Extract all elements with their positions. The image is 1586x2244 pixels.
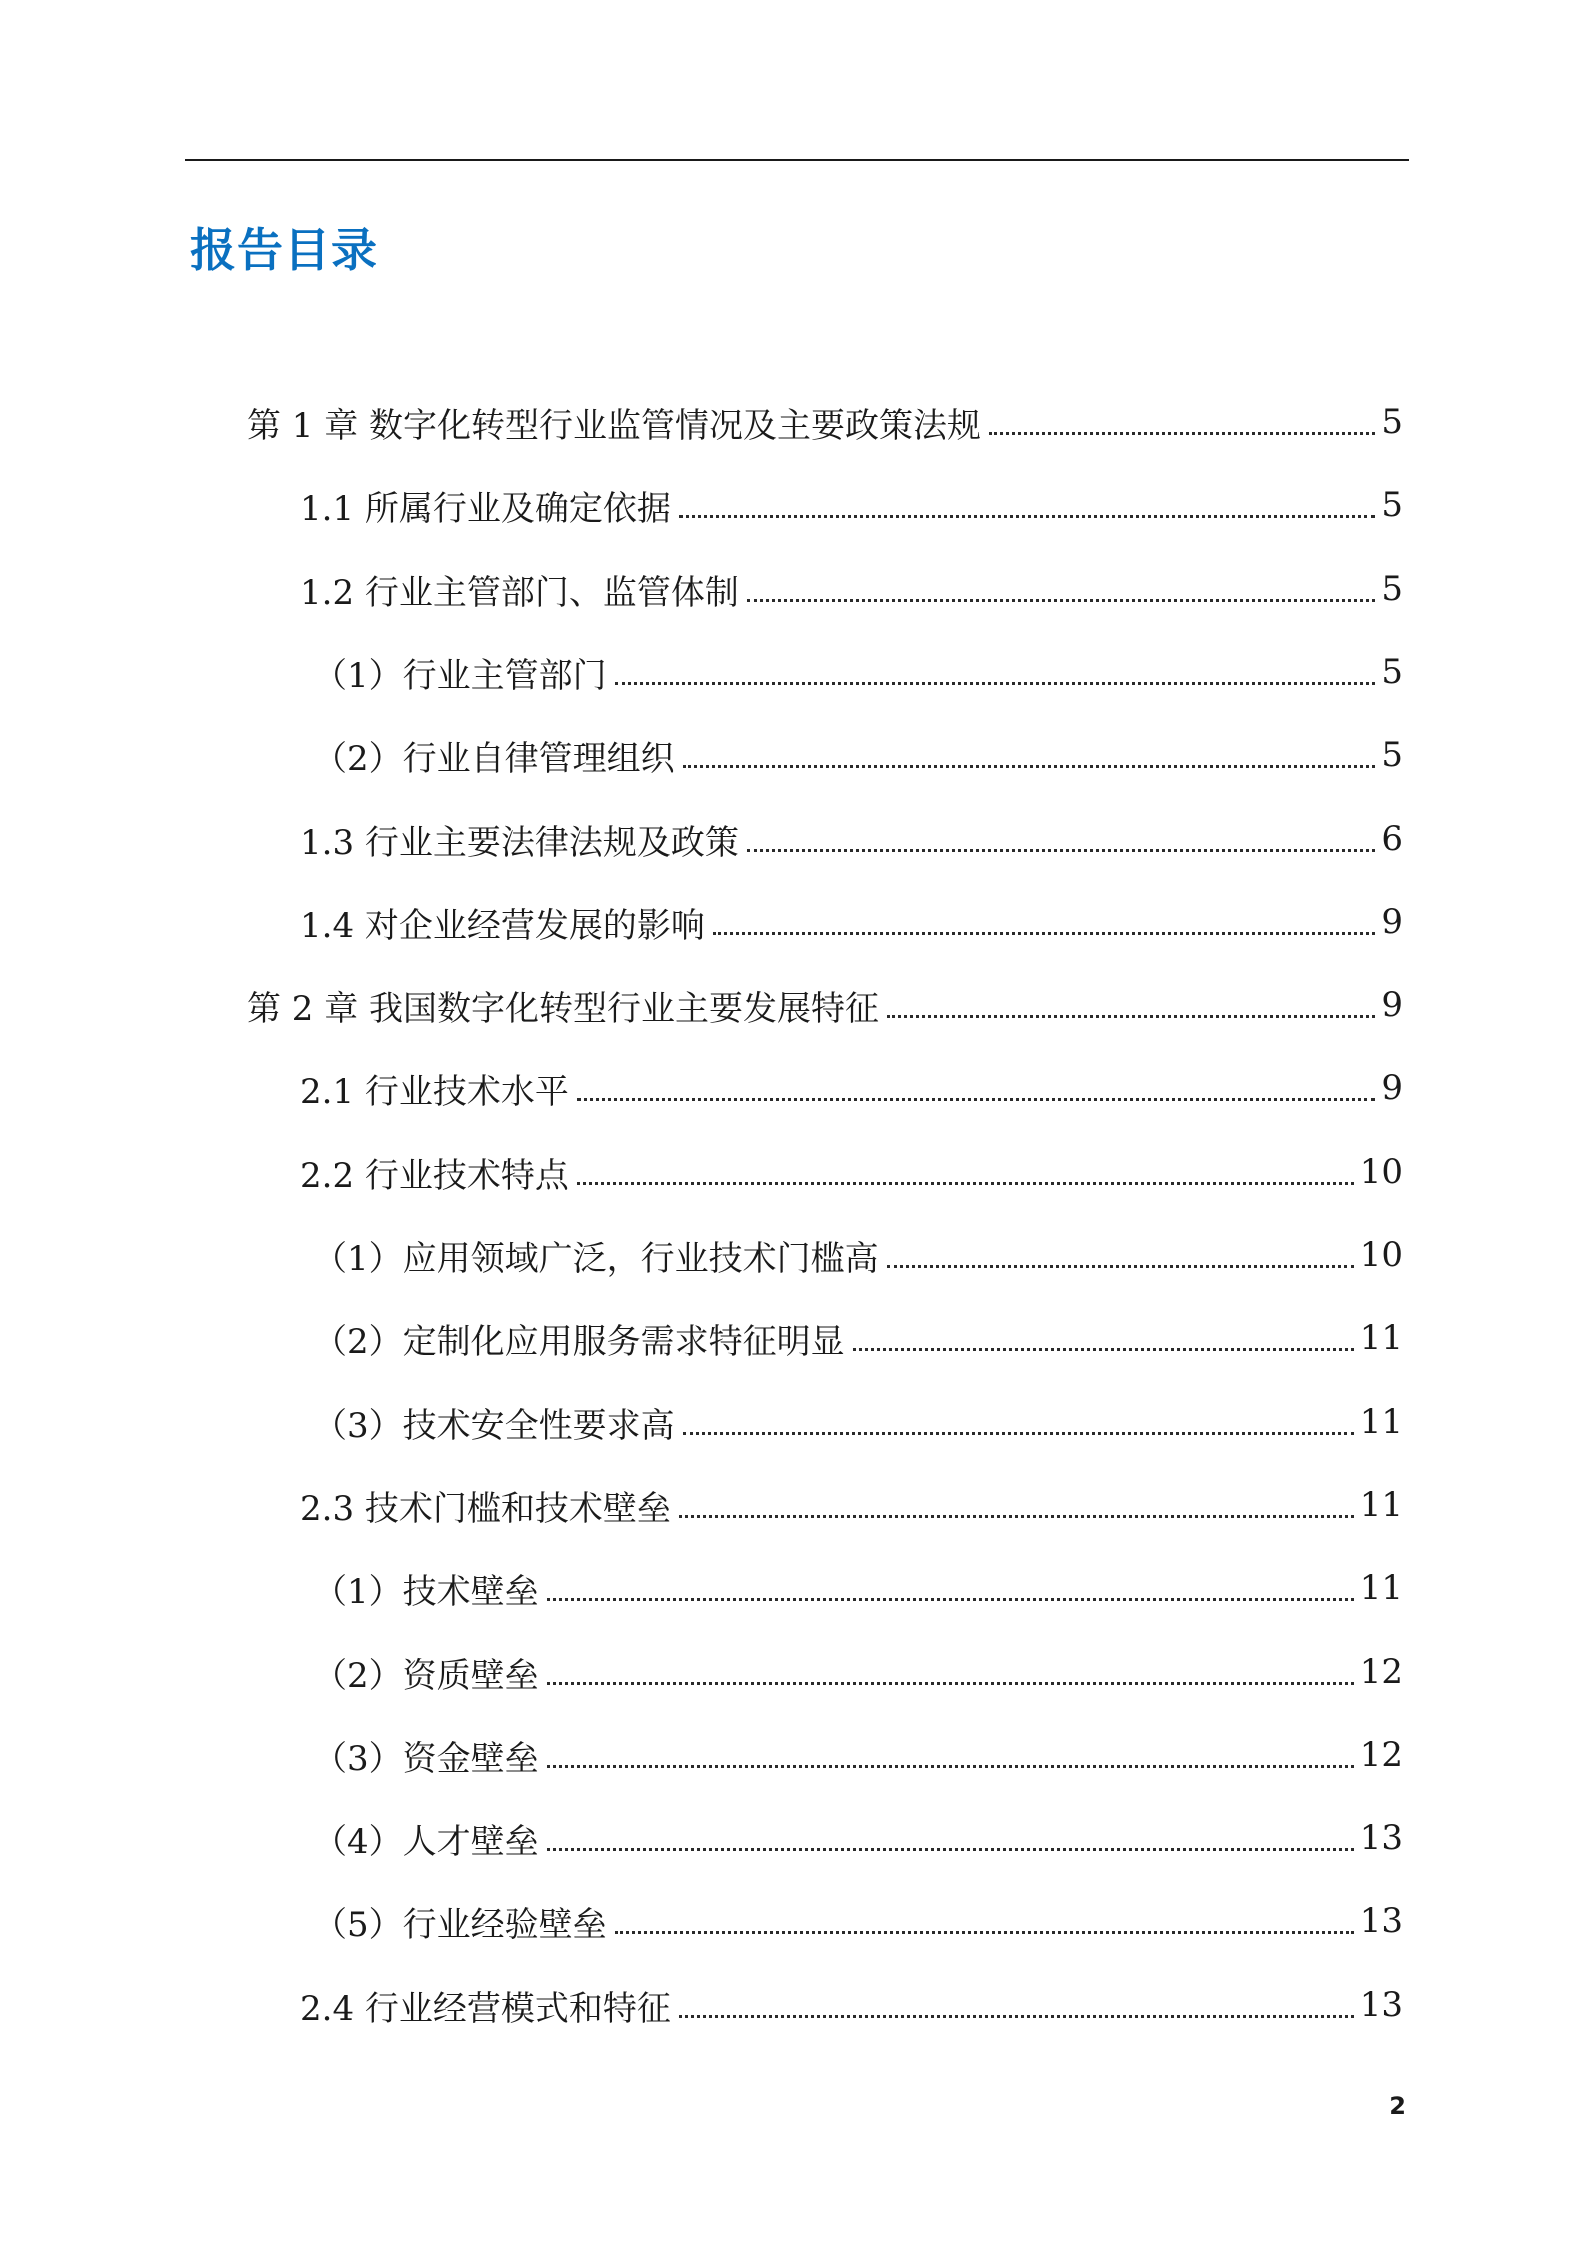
toc-entry[interactable]: [313, 1392, 1403, 1452]
toc-entry-page: 13: [1359, 1818, 1403, 1858]
toc-entry[interactable]: [313, 1225, 1403, 1285]
toc-entry-page: 5: [1381, 735, 1403, 775]
toc-dot-leader: [887, 1015, 1375, 1018]
toc-dot-leader: [683, 1432, 1354, 1435]
toc-entry-page: 10: [1359, 1235, 1403, 1275]
toc-entry-page: 11: [1359, 1568, 1403, 1608]
toc-entry[interactable]: [300, 475, 1403, 535]
toc-entry[interactable]: [300, 1975, 1403, 2035]
toc-entry-label: 1.1 所属行业及确定依据: [300, 488, 671, 529]
toc-entry-page: 11: [1359, 1402, 1403, 1442]
toc-entry-page: 9: [1381, 902, 1403, 942]
toc-entry[interactable]: [300, 559, 1403, 619]
toc-entry-label: （1）应用领域广泛，行业技术门槛高: [313, 1238, 879, 1279]
toc-dot-leader: [577, 1098, 1375, 1101]
toc-entry-page: 5: [1381, 485, 1403, 525]
toc-entry[interactable]: [247, 392, 1403, 452]
toc-entry-label: （1）行业主管部门: [313, 655, 607, 696]
toc-entry[interactable]: [300, 1142, 1403, 1202]
toc-dot-leader: [547, 1765, 1354, 1768]
toc-entry-page: 5: [1381, 569, 1403, 609]
toc-dot-leader: [547, 1848, 1354, 1851]
toc-entry-label: （3）资金壁垒: [313, 1738, 539, 1779]
toc-entry-label: 1.3 行业主要法律法规及政策: [300, 822, 739, 863]
toc-entry[interactable]: [313, 1558, 1403, 1618]
toc-entry-page: 6: [1381, 819, 1403, 859]
toc-entry-page: 10: [1359, 1152, 1403, 1192]
toc-entry[interactable]: [300, 892, 1403, 952]
toc-dot-leader: [615, 682, 1376, 685]
toc-entry-label: （5）行业经验壁垒: [313, 1904, 607, 1945]
toc-entry-label: 第 1 章 数字化转型行业监管情况及主要政策法规: [247, 405, 982, 446]
toc-dot-leader: [547, 1682, 1354, 1685]
toc-dot-leader: [683, 765, 1376, 768]
toc-dot-leader: [887, 1265, 1354, 1268]
toc-entry[interactable]: [313, 1891, 1403, 1951]
toc-entry[interactable]: [247, 975, 1403, 1035]
toc-entry-page: 12: [1359, 1735, 1403, 1775]
toc-dot-leader: [679, 1515, 1354, 1518]
toc-entry-label: （3）技术安全性要求高: [313, 1405, 675, 1446]
toc-dot-leader: [713, 932, 1375, 935]
toc-entry[interactable]: [313, 1642, 1403, 1702]
toc-entry[interactable]: [313, 642, 1403, 702]
toc-entry[interactable]: [313, 1308, 1403, 1368]
toc-entry-label: （4）人才壁垒: [313, 1821, 539, 1862]
toc-entry-label: 2.2 行业技术特点: [300, 1155, 569, 1196]
toc-dot-leader: [615, 1931, 1354, 1934]
toc-entry-page: 13: [1359, 1901, 1403, 1941]
toc-entry-page: 12: [1359, 1652, 1403, 1692]
toc-entry-page: 5: [1381, 652, 1403, 692]
toc-entry-label: （2）资质壁垒: [313, 1655, 539, 1696]
toc-entry-label: （2）定制化应用服务需求特征明显: [313, 1321, 845, 1362]
toc-entry-page: 5: [1381, 402, 1403, 442]
page-title: 报告目录: [190, 223, 378, 277]
toc-entry-page: 9: [1381, 985, 1403, 1025]
toc-entry[interactable]: [300, 1058, 1403, 1118]
toc-dot-leader: [679, 2015, 1354, 2018]
toc-dot-leader: [679, 515, 1375, 518]
toc-entry[interactable]: [300, 1475, 1403, 1535]
toc-entry-page: 9: [1381, 1068, 1403, 1108]
toc-dot-leader: [547, 1598, 1354, 1601]
toc-entry-label: （1）技术壁垒: [313, 1571, 539, 1612]
toc-dot-leader: [989, 432, 1375, 435]
toc-entry-page: 13: [1359, 1985, 1403, 2025]
toc-entry-page: 11: [1359, 1485, 1403, 1525]
toc-entry-label: 2.1 行业技术水平: [300, 1071, 569, 1112]
toc-entry[interactable]: [300, 809, 1403, 869]
toc-dot-leader: [747, 599, 1375, 602]
toc-entry-label: 1.2 行业主管部门、监管体制: [300, 572, 739, 613]
toc-dot-leader: [853, 1348, 1354, 1351]
toc-entry-label: 2.3 技术门槛和技术壁垒: [300, 1488, 671, 1529]
toc-entry[interactable]: [313, 725, 1403, 785]
toc-entry-page: 11: [1359, 1318, 1403, 1358]
toc-entry-label: 2.4 行业经营模式和特征: [300, 1988, 671, 2029]
toc-dot-leader: [747, 849, 1375, 852]
toc-entry[interactable]: [313, 1808, 1403, 1868]
toc-dot-leader: [577, 1182, 1354, 1185]
header-rule: [185, 159, 1409, 161]
page-number: 2: [1389, 2092, 1406, 2120]
toc-entry[interactable]: [313, 1725, 1403, 1785]
toc-entry-label: 第 2 章 我国数字化转型行业主要发展特征: [247, 988, 880, 1029]
toc-entry-label: 1.4 对企业经营发展的影响: [300, 905, 705, 946]
toc-entry-label: （2）行业自律管理组织: [313, 738, 675, 779]
